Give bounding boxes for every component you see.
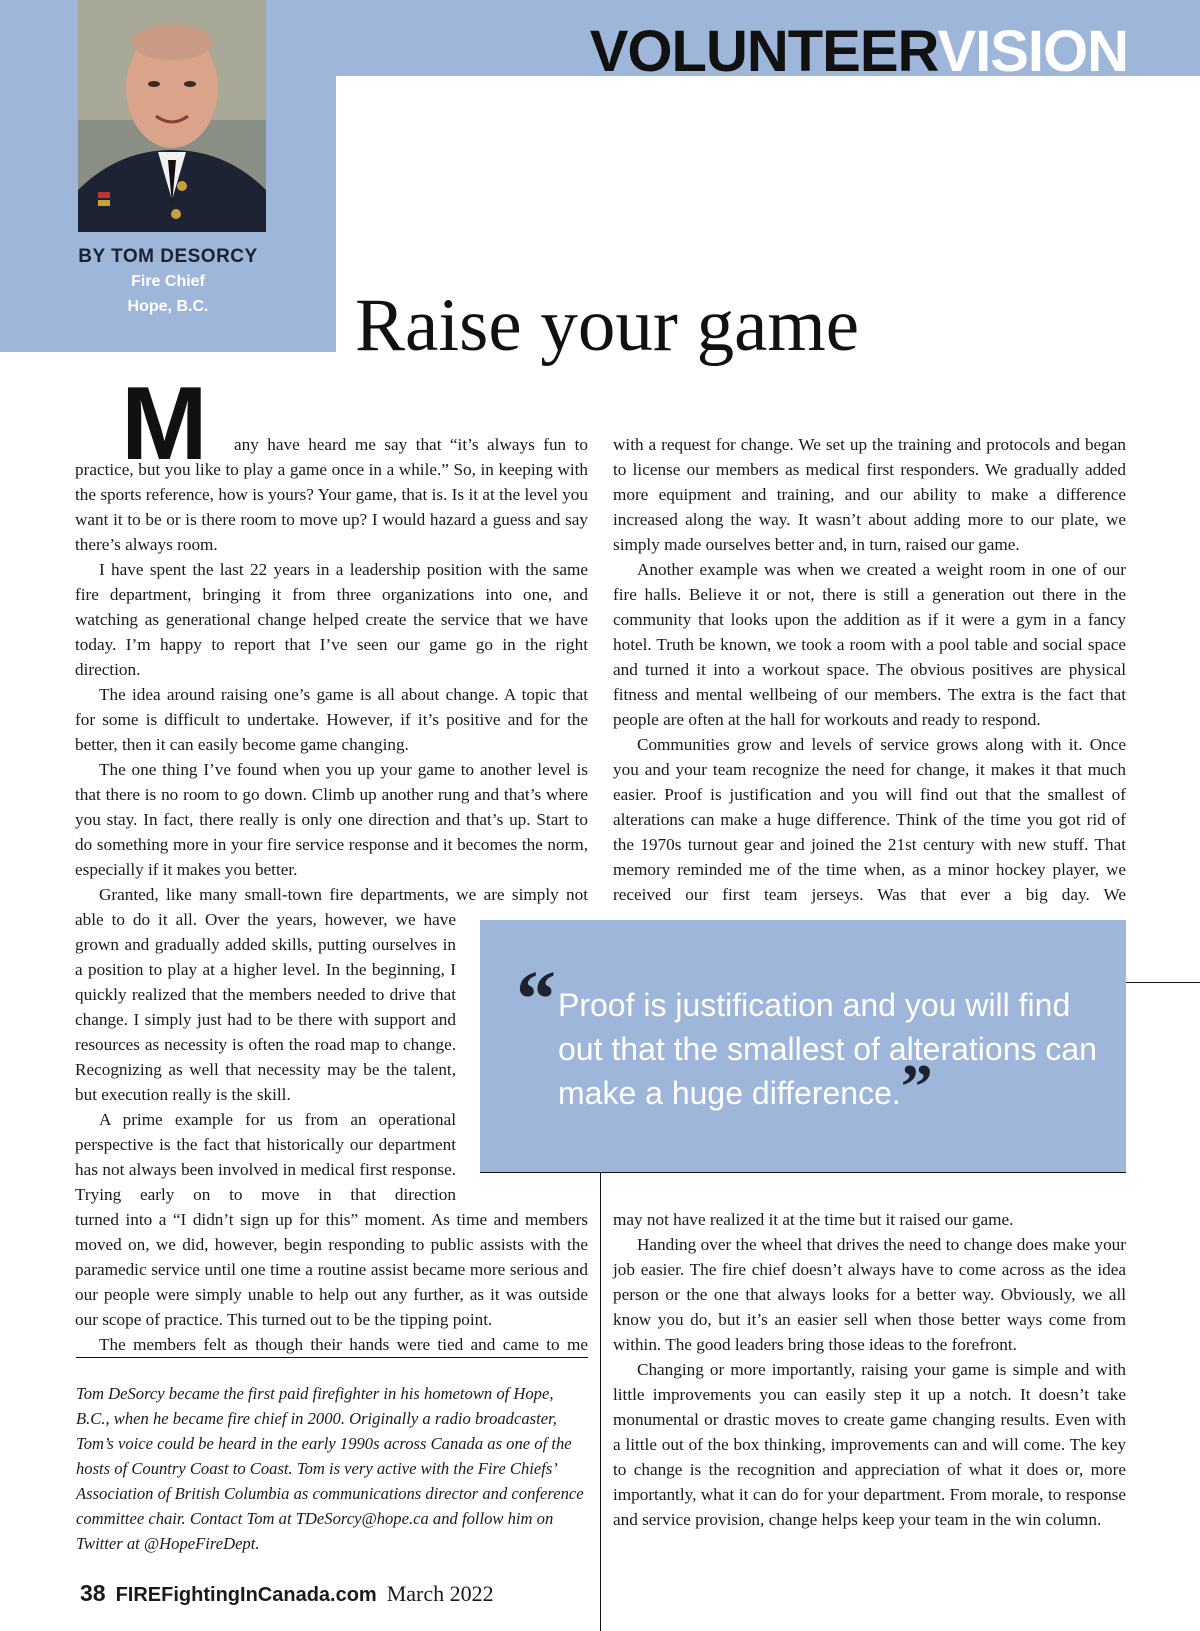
section-title — [589, 19, 1128, 84]
page-footer — [80, 1578, 494, 1612]
issue-date: March 2022 — [386, 1581, 494, 1606]
paragraph: may not have realized it at the time but it raised our game. — [613, 1210, 1014, 1229]
divider — [1126, 982, 1200, 983]
paragraph: The idea around raising one’s game is all about change. A topic that for some is difficult to undertake. However, if it’s positive and for the better, then it can easily become game changing. — [75, 685, 588, 754]
article-column-1 — [75, 432, 588, 907]
footer-site: FIREFightingInCanada.com — [115, 1584, 377, 1606]
column-divider — [600, 1172, 601, 1631]
section-title-part2: VISION — [937, 19, 1128, 84]
section-title-part1: VOLUNTEER — [589, 19, 938, 84]
paragraph: Handing over the wheel that drives the need to change does make your job easier. The fire chief doesn’t always have to come across as the idea person or the one that always looks for a better way. Obviously, we all know you do, but it’s an easier sell when those better ways come from within. The good leaders bring those ideas to the forefront. — [613, 1235, 1126, 1354]
author-photo — [78, 0, 266, 232]
paragraph: any have heard me say that “it’s always fun to practice, but you like to play a game once in a while.” So, in keeping with the sports reference, how is yours? Your game, that is. Is it at the level you want it to be or is there room to move up? I would hazard a guess and say there’s always room. — [75, 435, 588, 554]
headline: Raise your game — [355, 284, 860, 367]
paragraph: able to do it all. Over the years, however, we have grown and gradually added skills, putting ourselves in a position to play at a higher level. In the beginning, I quickly realized that the members needed to drive that change. I simply just had to be there with support and resources as necessity is often the road map to change. Recognizing as well that necessity may be the talent, but execution really is the skill. — [75, 910, 456, 1104]
paragraph: turned into a “I didn’t sign up for this” moment. As time and members moved on, we did, however, begin responding to public assists with the paramedic service until one time a routine assist became more serious and our people were simply unable to help out any further, as it was outside our scope of practice. This turned out to be the tipping point. — [75, 1210, 588, 1329]
paragraph: The members felt as though their hands were tied and came to me — [99, 1335, 588, 1354]
pull-quote-body: Proof is justification and you will find out that the smallest of alterations can make a huge difference. — [558, 987, 1097, 1111]
article-column-1-narrow — [75, 907, 456, 1207]
paragraph: A prime example for us from an operational perspective is the fact that historically our department has not always been involved in medical first response. Trying early on to move in that direction — [75, 1110, 456, 1204]
paragraph: Granted, like many small-town fire departments, we are simply not — [99, 885, 588, 904]
bio-divider — [76, 1357, 588, 1358]
article-column-2-lower — [613, 1207, 1126, 1532]
close-quote-mark: ” — [900, 1051, 933, 1122]
drop-cap: M — [121, 366, 204, 482]
paragraph: Communities grow and levels of service grows along with it. Once you and your team recognize the need for change, it makes it that much easier. Proof is justification and you will find out that the smallest of alterations can make a huge difference. Think of the time you got rid of the 1970s turnout gear and joined the 21st century with new stuff. That memory reminded me of the time when, as a minor hockey player, we received our first team jerseys. Was that ever a big day. We — [613, 735, 1126, 904]
paragraph: with a request for change. We set up the training and protocols and began to license our members as medical first responders. We gradually added more equipment and training, and our ability to make a difference increased along the way. It wasn’t about adding more to our plate, we simply made ourselves better and, in turn, raised our game. — [613, 435, 1126, 554]
article-column-1-lower — [75, 1207, 588, 1357]
paragraph: Another example was when we created a weight room in one of our fire halls. Believe it or not, there is still a generation out there in the community that looks upon the addition as if it were a gym in a fancy hotel. Truth be known, we took a room with a pool table and social space and turned it into a workout space. The obvious positives are physical fitness and mental wellbeing of our members. The extra is the fact that people are often at the hall for workouts and ready to respond. — [613, 560, 1126, 729]
page-number: 38 — [80, 1580, 106, 1606]
pull-quote-text — [558, 983, 1113, 1122]
divider — [480, 1172, 1126, 1173]
open-quote-mark: “ — [516, 956, 556, 1044]
author-bio: Tom DeSorcy became the first paid firefighter in his hometown of Hope, B.C., when he became fire chief in 2000. Originally a radio broadcaster, Tom’s voice could be heard in the early 1990s across Canada as one of the hosts of Country Coast to Coast. Tom is very active with the Fire Chiefs’ Association of British Columbia as communications director and conference committee chair. Contact Tom at TDeSorcy@hope.ca and follow him on Twitter at @HopeFireDept. — [76, 1384, 584, 1553]
author-byline: BY TOM DESORCY — [78, 246, 258, 267]
author-title: Fire Chief — [131, 273, 205, 290]
paragraph: I have spent the last 22 years in a leadership position with the same fire department, bringing it from three organizations into one, and watching as generational change helped create the service that we have today. I’m happy to report that I’ve seen our game go in the right direction. — [75, 560, 588, 679]
pull-quote — [480, 920, 1126, 1172]
paragraph: The one thing I’ve found when you up your game to another level is that there is no room to go down. Climb up another rung and that’s where you stay. In fact, there really is only one direction and that’s up. Start to do something more in your fire service response and it becomes the norm, especially if it makes you better. — [75, 760, 588, 879]
article-column-2 — [613, 432, 1126, 907]
author-location: Hope, B.C. — [127, 298, 209, 315]
paragraph: Changing or more importantly, raising your game is simple and with little improvements you can easily step it up a notch. It doesn’t take monumental or drastic moves to create game changing results. Even with a little out of the box thinking, improvements can and will come. The key to change is the recognition and appreciation of what it does or, more importantly, what it can do for your department. From morale, to response and service provision, change helps keep your team in the win column. — [613, 1360, 1126, 1529]
